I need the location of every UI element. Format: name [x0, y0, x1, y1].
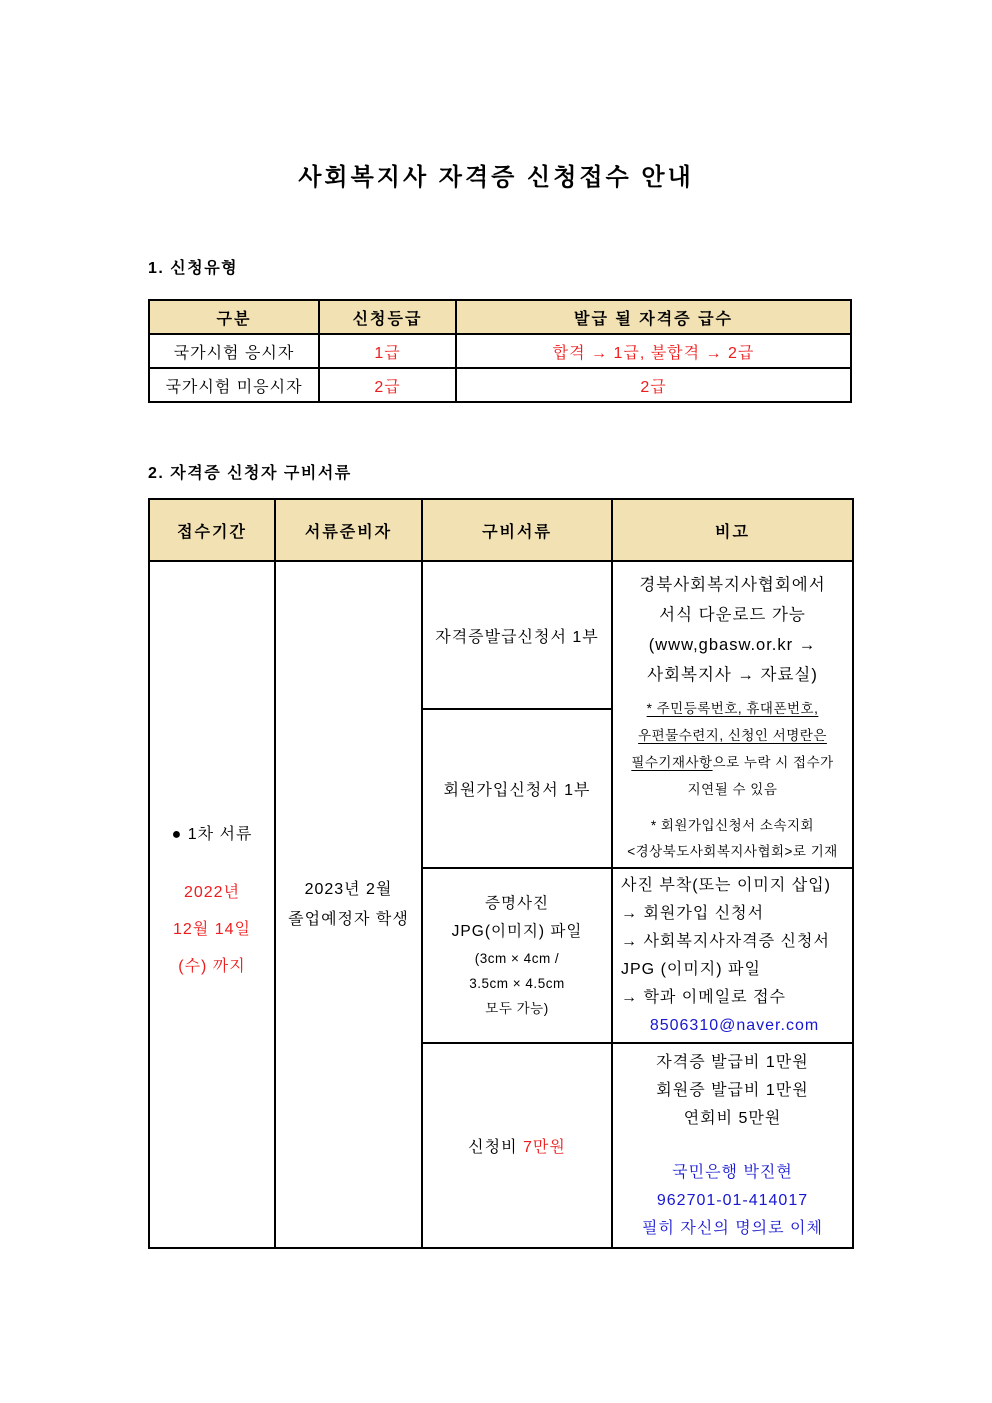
table-row [149, 368, 851, 402]
table-row [149, 561, 853, 709]
preparer-cell [275, 561, 422, 1248]
deadline-day: (수) 까지 [178, 958, 246, 975]
section2-heading: 2. 자격증 신청자 구비서류 [148, 465, 352, 482]
page-title: 사회복지사 자격증 신청접수 안내 [298, 164, 694, 191]
required-note-line3-rest: 으로 누락 시 접수가 [712, 755, 834, 770]
remarks-cell-forms [612, 561, 853, 868]
preparer-line2: 졸업예정자 학생 [288, 910, 409, 928]
required-fields-note [617, 695, 848, 803]
bank-name: 국민은행 박진현 [672, 1163, 793, 1181]
branch-note-line1: * 회원가입신청서 소속지회 [650, 818, 815, 833]
table-row [149, 334, 851, 368]
col-header-remarks: 비고 [612, 499, 853, 561]
document-cell-photo [422, 868, 612, 1043]
document-cell-certificate-application: 자격증발급신청서 1부 [422, 561, 612, 709]
col-header-grade: 신청등급 [319, 300, 456, 334]
document-cell-membership-application: 회원가입신청서 1부 [422, 709, 612, 868]
first-round-label [154, 824, 270, 846]
bullet-icon: ● [171, 826, 183, 843]
application-type-table [148, 299, 852, 403]
remarks-cell-photo [612, 868, 853, 1043]
preparer-line1: 2023년 2월 [304, 880, 393, 898]
row-issued: 2급 [456, 368, 851, 402]
download-line1: 경북사회복지사협회에서 [639, 576, 826, 594]
download-line4: 사회복지사 → 자료실) [647, 666, 818, 684]
photo-note-line4: JPG (이미지) 파일 [621, 960, 761, 978]
photo-note-line2: → 회원가입 신청서 [621, 904, 765, 922]
photo-note-line3: → 사회복지사자격증 신청서 [621, 932, 830, 950]
download-line3: (www,gbasw.or.kr → [648, 636, 817, 654]
row-label: 국가시험 미응시자 [149, 368, 319, 402]
photo-note-line5: → 학과 이메일로 접수 [621, 988, 786, 1006]
deadline-date: 12월 14일 [173, 921, 251, 938]
photo-size-line3: 모두 가능) [485, 1001, 549, 1016]
remarks-cell-fee [612, 1043, 853, 1248]
contact-email: 8506310@naver.com [649, 1016, 820, 1034]
bank-transfer-note: 필히 자신의 명의로 이체 [642, 1219, 823, 1237]
col-header-documents: 구비서류 [422, 499, 612, 561]
branch-note-line2: <경상북도사회복지사협회>로 기재 [627, 844, 838, 859]
required-note-line1: * 주민등록번호, 휴대폰번호, [646, 701, 819, 716]
fee-amount: 7만원 [523, 1139, 566, 1156]
fee-note-line1: 자격증 발급비 1만원 [656, 1053, 809, 1071]
spacer [617, 1133, 848, 1159]
photo-size-line1: (3cm × 4cm / [474, 951, 560, 966]
col-header-period: 접수기간 [149, 499, 275, 561]
required-note-line4: 지연될 수 있음 [687, 782, 778, 797]
section1-heading: 1. 신청유형 [148, 260, 239, 277]
col-header-issued-grade: 발급 될 자격증 급수 [456, 300, 851, 334]
branch-note [617, 813, 848, 865]
table-header-row [149, 499, 853, 561]
photo-line1: 증명사진 [485, 895, 549, 912]
document-cell-fee [422, 1043, 612, 1248]
photo-note-line1: 사진 부착(또는 이미지 삽입) [621, 876, 832, 894]
photo-line2: JPG(이미지) 파일 [451, 923, 583, 940]
deadline-year: 2022년 [183, 884, 241, 901]
required-note-line2: 우편물수련지, 신청인 서명란은 [638, 728, 827, 743]
row-label: 국가시험 응시자 [149, 334, 319, 368]
row-issued: 합격 → 1급, 불합격 → 2급 [456, 334, 851, 368]
photo-size-line2: 3.5cm × 4.5cm [469, 976, 565, 991]
col-header-category: 구분 [149, 300, 319, 334]
table-header-row [149, 300, 851, 334]
first-round-text: 1차 서류 [187, 826, 253, 843]
row-grade: 1급 [319, 334, 456, 368]
bank-account-number: 962701-01-414017 [656, 1191, 809, 1209]
required-documents-table [148, 498, 854, 1249]
required-note-line3 [617, 749, 848, 776]
fee-note-line3: 연회비 5만원 [683, 1109, 782, 1127]
col-header-preparer: 서류준비자 [275, 499, 422, 561]
spacer [154, 846, 270, 874]
fee-label: 신청비 [468, 1139, 518, 1156]
download-line2: 서식 다운로드 가능 [659, 606, 806, 624]
download-info [617, 570, 848, 690]
fee-note-line2: 회원증 발급비 1만원 [656, 1081, 809, 1099]
period-cell [149, 561, 275, 1248]
row-grade: 2급 [319, 368, 456, 402]
required-note-line3-underlined: 필수기재사항 [631, 755, 713, 770]
